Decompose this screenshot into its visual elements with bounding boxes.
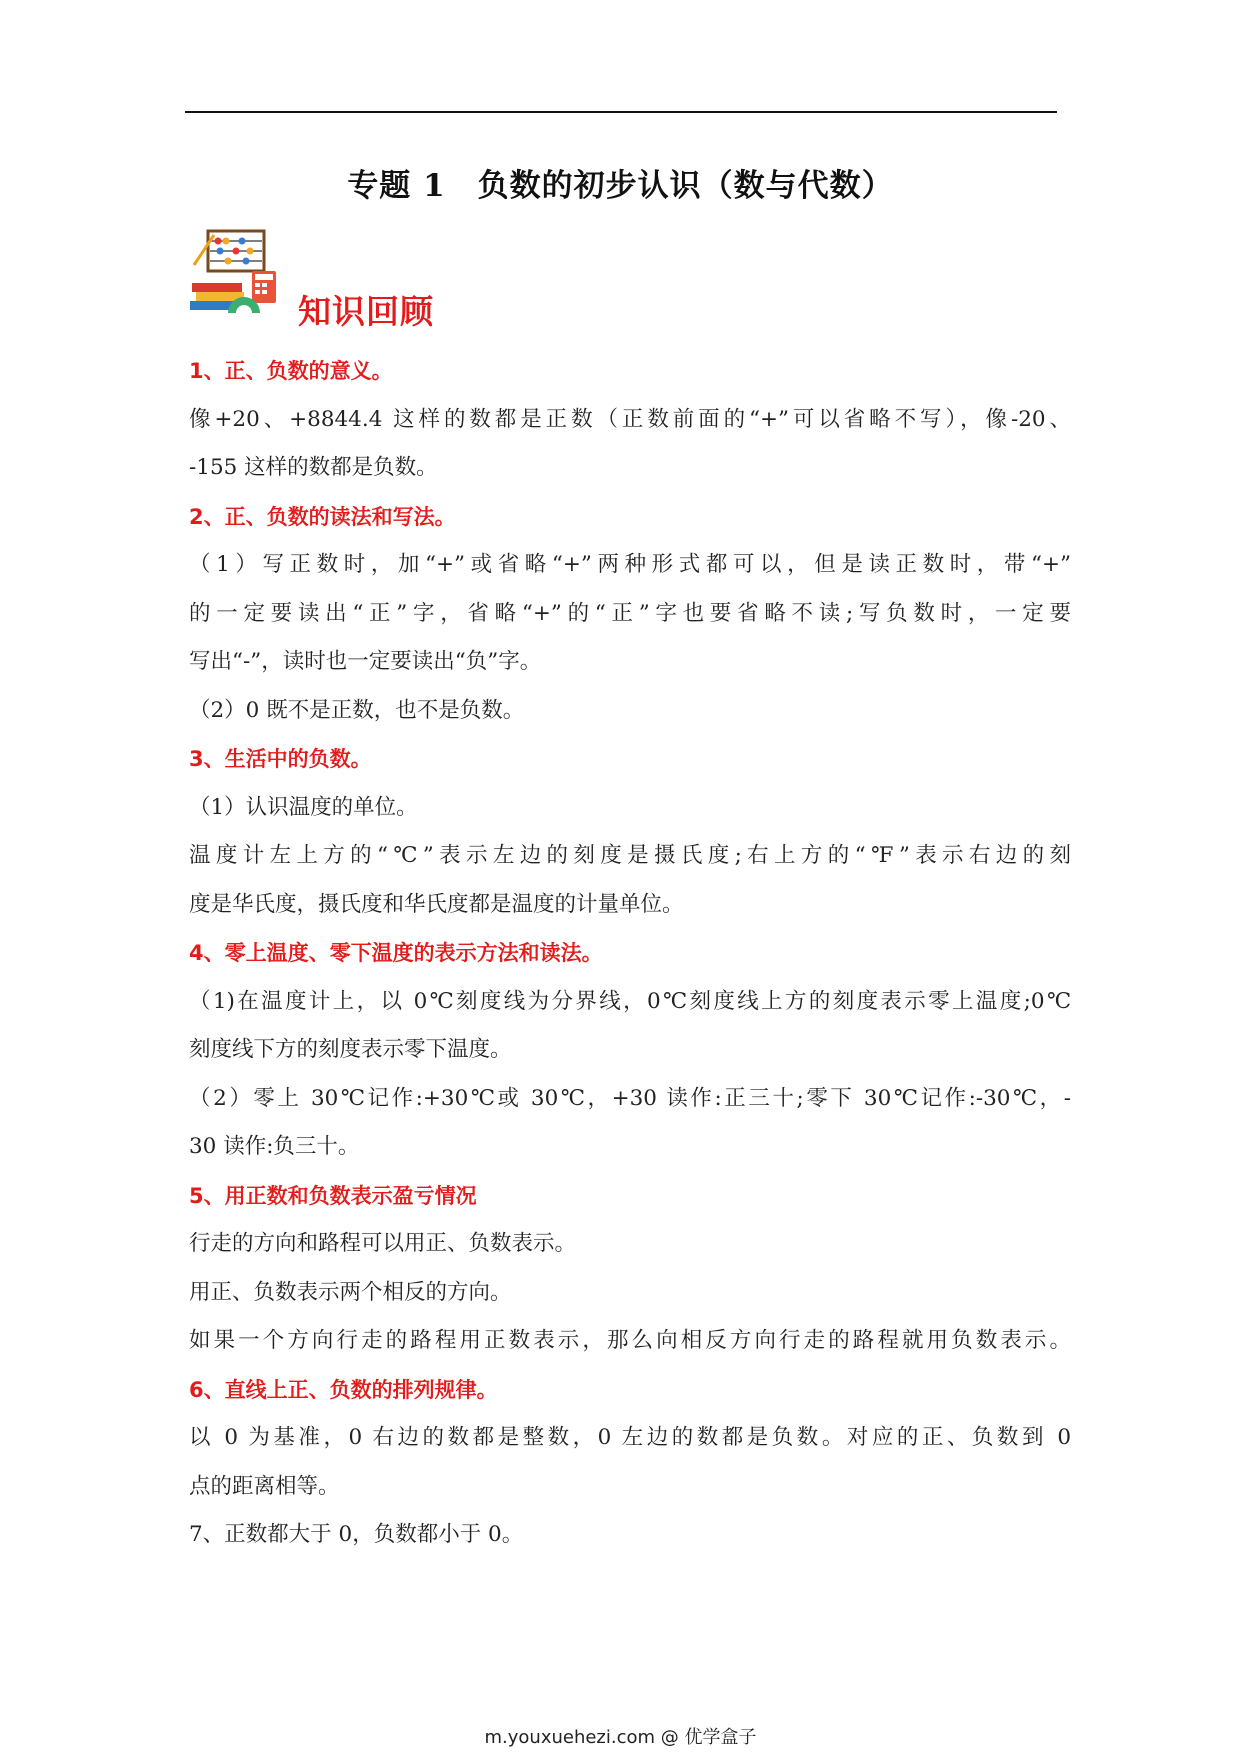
body-text-line: 点的距离相等。 xyxy=(189,1473,340,1499)
page-title: 专题 1 负数的初步认识（数与代数） xyxy=(347,168,894,204)
section-heading: 4、零上温度、零下温度的表示方法和读法。 xyxy=(189,941,603,965)
footer: m.youxuehezi.com @ 优学盒子 xyxy=(484,1727,757,1748)
body-text-line: 的一定要读出“正”字，省略“+”的“正”字也要省略不读;写负数时，一定要 xyxy=(189,600,1071,626)
body-text-line: 行走的方向和路程可以用正、负数表示。 xyxy=(189,1231,577,1256)
body-text-line: 写出“-”，读时也一定要读出“负”字。 xyxy=(189,649,542,674)
body-text-line: -155 这样的数都是负数。 xyxy=(189,455,438,480)
body-text-line: 如果一个方向行走的路程用正数表示，那么向相反方向行走的路程就用负数表示。 xyxy=(189,1328,1071,1353)
body-text-line: 以 0 为基准，0 右边的数都是整数，0 左边的数都是负数。对应的正、负数到 0 xyxy=(189,1425,1071,1450)
body-text-line: （1)在温度计上，以 0℃刻度线为分界线，0℃刻度线上方的刻度表示零上温度;0℃ xyxy=(189,988,1071,1014)
section-heading: 1、正、负数的意义。 xyxy=(189,359,393,383)
body-text-line: 用正、负数表示两个相反的方向。 xyxy=(189,1279,512,1305)
section-heading: 2、正、负数的读法和写法。 xyxy=(189,504,456,529)
body-text-line: 7、正数都大于 0，负数都小于 0。 xyxy=(189,1522,524,1547)
section-heading: 6、直线上正、负数的排列规律。 xyxy=(189,1377,498,1402)
section-badge-label: 知识回顾 xyxy=(298,292,434,331)
body-text-line: 刻度线下方的刻度表示零下温度。 xyxy=(189,1037,512,1062)
body-text-line: 像+20、+8844.4 这样的数都是正数（正数前面的“+”可以省略不写），像-20、 xyxy=(189,406,1071,432)
abacus-books-calculator-icon xyxy=(190,225,290,315)
section-heading: 5、用正数和负数表示盈亏情况 xyxy=(189,1183,477,1208)
content-body xyxy=(189,347,1071,1560)
body-text-line: 30 读作:负三十。 xyxy=(189,1134,360,1159)
body-text-line: （2）0 既不是正数，也不是负数。 xyxy=(189,697,525,723)
body-text-line: 温度计左上方的“℃”表示左边的刻度是摄氏度;右上方的“℉”表示右边的刻 xyxy=(189,843,1071,868)
body-text-line: （1）写正数时，加“+”或省略“+”两种形式都可以，但是读正数时，带“+” xyxy=(189,552,1071,577)
body-text-line: （2）零上 30℃记作:+30℃或 30℃，+30 读作:正三十;零下 30℃记作:-30℃，- xyxy=(189,1085,1071,1111)
body-text-line: （1）认识温度的单位。 xyxy=(189,794,418,820)
top-rule xyxy=(185,111,1057,113)
body-text-line: 度是华氏度，摄氏度和华氏度都是温度的计量单位。 xyxy=(189,891,684,917)
section-heading: 3、生活中的负数。 xyxy=(189,747,372,771)
